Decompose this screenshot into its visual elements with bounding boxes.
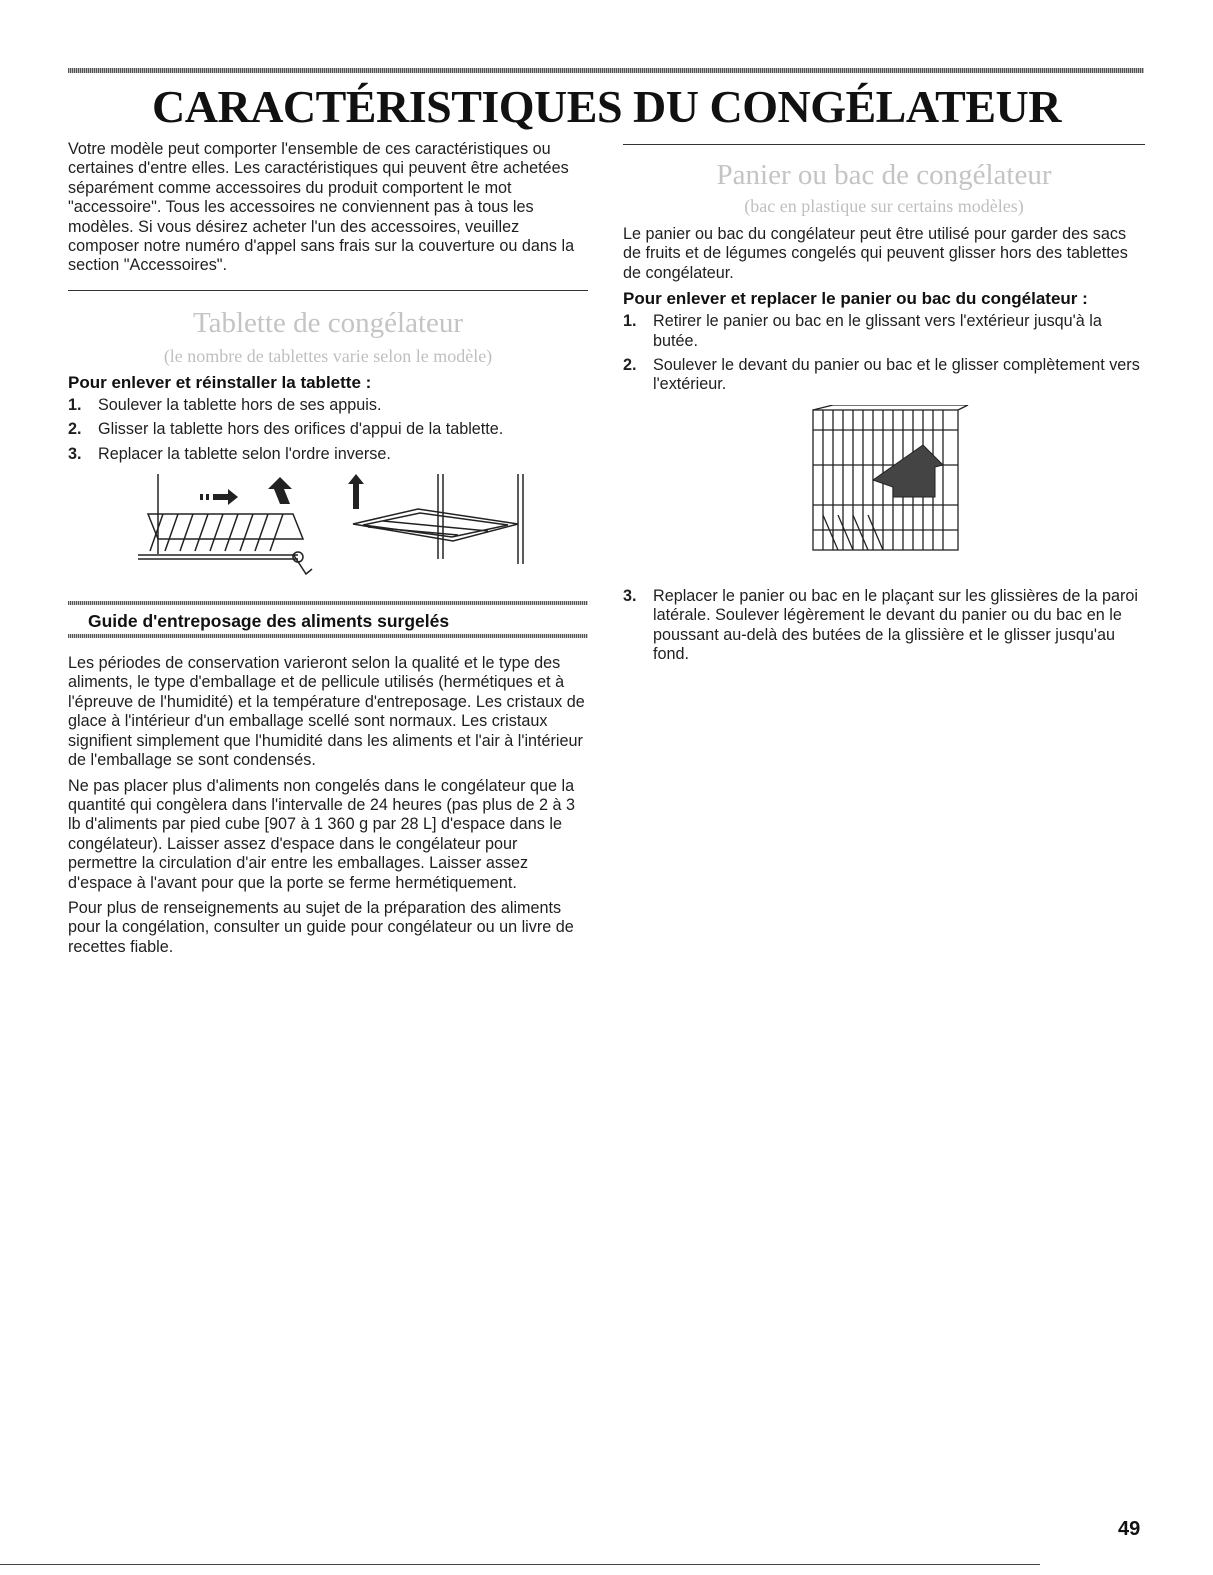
basket-intro: Le panier ou bac du congélateur peut être utilisé pour garder des sacs de fruits et de légumes congelés qui peuvent glisser hors des tablettes de congélateur. bbox=[623, 225, 1128, 282]
section-divider bbox=[623, 144, 1145, 145]
basket-section-subtitle: (bac en plastique sur certains modèles) bbox=[744, 196, 1024, 216]
left-column bbox=[68, 140, 588, 963]
basket-steps bbox=[623, 312, 1145, 395]
list-item: 3. Replacer le panier ou bac en le plaçant sur les glissières de la paroi latérale. Soulever légèrement le devant du panier ou du bac en le poussant au-delà des butées de la glissière et le glisser jusqu'au fond. bbox=[623, 586, 1139, 664]
shelf-instructions-heading: Pour enlever et réinstaller la tablette : bbox=[68, 372, 372, 392]
intro-paragraph: Votre modèle peut comporter l'ensemble de ces caractéristiques ou certaines d'entre elles. Les caractéristiques qui peuvent être achetées séparément comme accessoires du produit comportent le mot "accessoire". Tous les accessoires ne conviennent pas à tous les modèles. Si vous désirez acheter l'un des accessoires, veuillez composer notre numéro d'appel sans frais sur la couverture ou dans la section "Accessoires". bbox=[68, 140, 575, 275]
list-item: 2. Soulever le devant du panier ou bac et le glisser complètement vers l'extérieur. bbox=[623, 356, 1140, 394]
dotted-rule bbox=[68, 601, 588, 605]
guide-heading: Guide d'entreposage des aliments surgelés bbox=[88, 611, 450, 632]
basket-illustration bbox=[623, 405, 1145, 565]
shelf-section-subtitle: (le nombre de tablettes varie selon le modèle) bbox=[163, 345, 493, 366]
guide-paragraph: Pour plus de renseignements au sujet de la préparation des aliments pour la congélation, consulter un guide pour congélateur ou un livre de recettes fiable. bbox=[68, 898, 574, 956]
list-item: 1. Soulever la tablette hors de ses appuis. bbox=[68, 395, 382, 414]
shelf-section-title: Tablette de congélateur bbox=[192, 306, 464, 339]
list-item: 2. Glisser la tablette hors des orifices d'appui de la tablette. bbox=[68, 420, 504, 439]
shelf-steps bbox=[68, 396, 588, 464]
basket-step-three bbox=[623, 587, 1145, 665]
shelf-removal-illustration bbox=[68, 469, 588, 579]
guide-paragraph: Ne pas placer plus d'aliments non congelés dans le congélateur que la quantité qui congèlera dans l'intervalle de 24 heures (pas plus de 2 à 3 lb d'aliments par pied cube [907 à 1 360 g par 28 L] d'espace dans le congélateur). Laisser assez d'espace dans le congélateur pour permettre la circulation d'air entre les emballages. Laisser assez d'espace à l'avant pour que la porte se ferme hermétiquement. bbox=[68, 776, 576, 892]
page-number: 49 bbox=[1118, 1518, 1141, 1540]
basket-section-title: Panier ou bac de congélateur bbox=[716, 159, 1052, 191]
dotted-rule bbox=[68, 634, 588, 638]
section-divider bbox=[68, 290, 588, 291]
page-title: CARACTÉRISTIQUES DU CONGÉLATEUR bbox=[152, 81, 1061, 132]
right-column bbox=[623, 140, 1145, 669]
bottom-rule bbox=[0, 1564, 1040, 1565]
list-item: 3. Replacer la tablette selon l'ordre inverse. bbox=[68, 444, 391, 463]
list-item: 1. Retirer le panier ou bac en le glissant vers l'extérieur jusqu'à la butée. bbox=[623, 312, 1102, 350]
guide-paragraph: Les périodes de conservation varieront selon la qualité et le type des aliments, le type d'emballage et de pellicule utilisés (hermétiques et à l'épreuve de l'humidité) et la température d'entreposage. Les cristaux de glace à l'intérieur d'un emballage scellé sont normaux. Les cristaux signifient simplement que l'humidité dans les aliments et l'air à l'intérieur de l'emballage se sont condensés. bbox=[68, 654, 585, 770]
top-rule bbox=[68, 68, 1144, 73]
basket-instructions-heading: Pour enlever et replacer le panier ou bac du congélateur : bbox=[623, 289, 1088, 309]
